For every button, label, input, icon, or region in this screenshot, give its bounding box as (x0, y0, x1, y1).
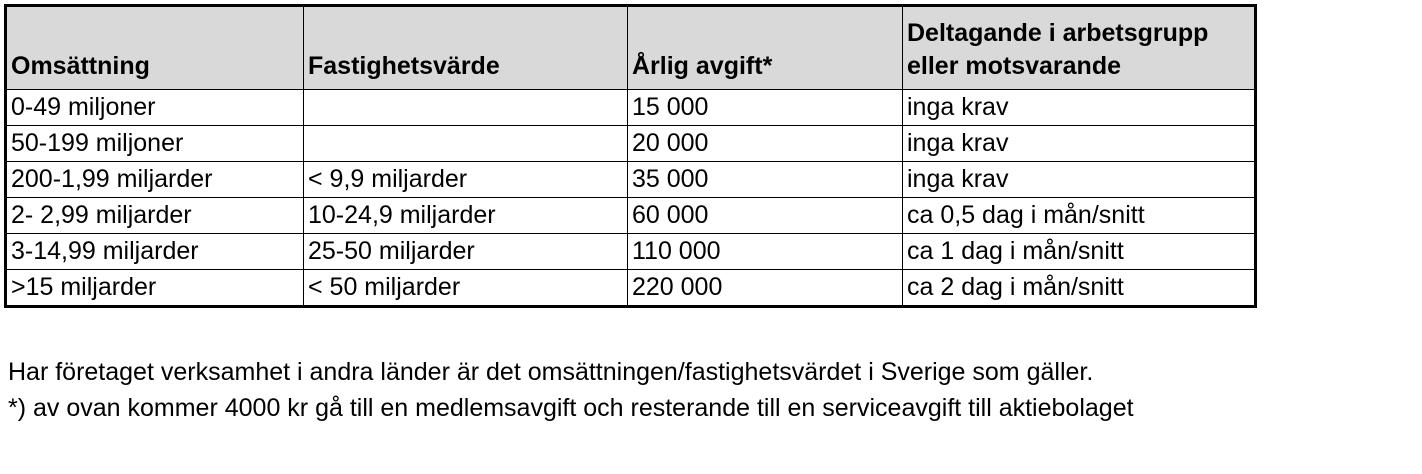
cell-property-value (304, 126, 628, 162)
fee-table (4, 4, 1257, 308)
cell-working-group: inga krav (903, 162, 1256, 198)
header-row (6, 6, 1256, 90)
cell-annual-fee: 20 000 (628, 126, 903, 162)
cell-working-group: ca 0,5 dag i mån/snitt (903, 198, 1256, 234)
cell-working-group: ca 1 dag i mån/snitt (903, 234, 1256, 270)
note-foreign-operations: Har företaget verksamhet i andra länder är det omsättningen/fastighetsvärdet i Sverige som gäller. (8, 358, 1094, 386)
header-turnover: Omsättning (6, 6, 304, 90)
header-annual-fee: Årlig avgift* (628, 6, 903, 90)
fee-table-body (6, 90, 1256, 307)
cell-annual-fee: 110 000 (628, 234, 903, 270)
cell-property-value: 10-24,9 miljarder (304, 198, 628, 234)
cell-turnover: 3-14,99 miljarder (6, 234, 304, 270)
table-row (6, 270, 1256, 307)
fee-table-header (6, 6, 1256, 90)
cell-annual-fee: 15 000 (628, 90, 903, 126)
header-working-group: Deltagande i arbetsgrupp eller motsvarande (903, 6, 1256, 90)
cell-annual-fee: 35 000 (628, 162, 903, 198)
cell-turnover: 200-1,99 miljarder (6, 162, 304, 198)
cell-working-group: inga krav (903, 90, 1256, 126)
cell-turnover: 50-199 miljoner (6, 126, 304, 162)
cell-turnover: 0-49 miljoner (6, 90, 304, 126)
cell-turnover: 2- 2,99 miljarder (6, 198, 304, 234)
header-property-value: Fastighetsvärde (304, 6, 628, 90)
table-row (6, 198, 1256, 234)
cell-property-value: 25-50 miljarder (304, 234, 628, 270)
cell-property-value (304, 90, 628, 126)
table-row (6, 126, 1256, 162)
table-row (6, 90, 1256, 126)
cell-turnover: >15 miljarder (6, 270, 304, 307)
cell-working-group: inga krav (903, 126, 1256, 162)
cell-property-value: < 50 miljarder (304, 270, 628, 307)
cell-working-group: ca 2 dag i mån/snitt (903, 270, 1256, 307)
table-row (6, 162, 1256, 198)
cell-property-value: < 9,9 miljarder (304, 162, 628, 198)
cell-annual-fee: 220 000 (628, 270, 903, 307)
cell-annual-fee: 60 000 (628, 198, 903, 234)
note-fee-split: *) av ovan kommer 4000 kr gå till en medlemsavgift och resterande till en serviceavgift till aktiebolaget (8, 394, 1134, 422)
table-row (6, 234, 1256, 270)
